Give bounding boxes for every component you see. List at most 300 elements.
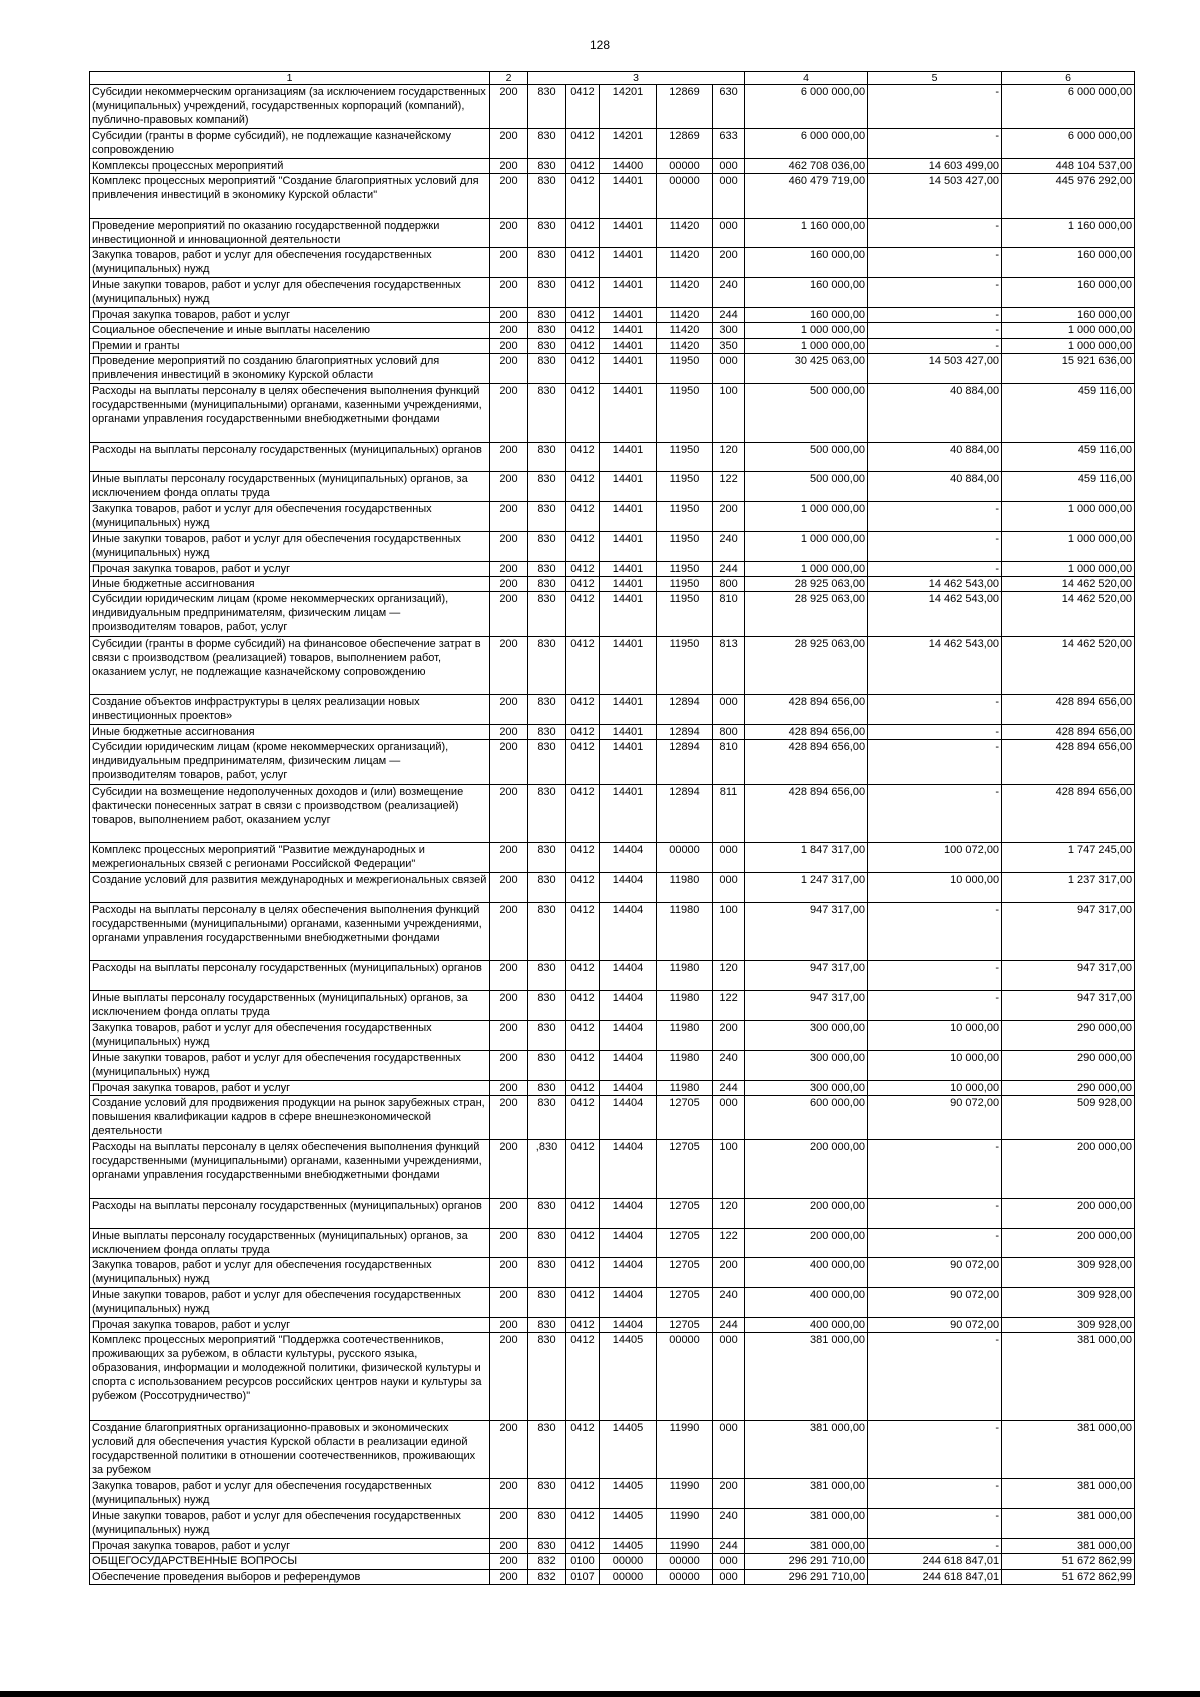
cell-expense-type: 240 [713,531,745,561]
cell-program-code: 14405 [600,1333,657,1420]
cell-admin-code: 200 [490,218,528,248]
cell-ministry-code: 830 [528,561,566,576]
table-row [90,531,1135,561]
cell-expense-type: 000 [713,218,745,248]
table-row [90,1538,1135,1553]
header-col-3: 3 [528,72,745,85]
cell-program-code: 14401 [600,383,657,442]
cell-section-code: 0412 [566,1317,600,1332]
cell-amount-4: 1 000 000,00 [745,561,868,576]
cell-name: Иные бюджетные ассигнования [90,577,490,592]
cell-expense-type: 120 [713,1198,745,1228]
cell-program-code: 14400 [600,158,657,173]
cell-amount-4: 1 000 000,00 [745,338,868,353]
cell-admin-code: 200 [490,725,528,740]
cell-name: Иные закупки товаров, работ и услуг для обеспечения государственных (муниципальных) нужд [90,278,490,308]
table-row [90,1140,1135,1199]
cell-name: Расходы на выплаты персоналу в целях обеспечения выполнения функций государственными (муниципальными) органами, казенными учреждениями, органами управления государственными внебюджетными фондами [90,902,490,961]
cell-direction-code: 11990 [657,1420,713,1479]
cell-amount-4: 160 000,00 [745,278,868,308]
cell-expense-type: 810 [713,592,745,636]
cell-amount-4: 28 925 063,00 [745,592,868,636]
cell-direction-code: 11420 [657,278,713,308]
cell-amount-5: - [868,961,1002,991]
table-row [90,991,1135,1021]
cell-expense-type: 800 [713,577,745,592]
cell-name: Прочая закупка товаров, работ и услуг [90,1538,490,1553]
cell-amount-4: 600 000,00 [745,1096,868,1140]
cell-admin-code: 200 [490,472,528,502]
cell-program-code: 14404 [600,1080,657,1095]
cell-ministry-code: 830 [528,1317,566,1332]
cell-admin-code: 200 [490,531,528,561]
cell-amount-6: 947 317,00 [1002,961,1135,991]
cell-program-code: 00000 [600,1554,657,1569]
cell-expense-type: 200 [713,1021,745,1051]
cell-section-code: 0412 [566,902,600,961]
cell-program-code: 14401 [600,307,657,322]
table-row [90,472,1135,502]
cell-direction-code: 11950 [657,502,713,532]
cell-name: Премии и гранты [90,338,490,353]
cell-amount-4: 428 894 656,00 [745,784,868,843]
cell-amount-6: 1 000 000,00 [1002,561,1135,576]
table-row [90,1420,1135,1479]
cell-admin-code: 200 [490,1021,528,1051]
cell-amount-4: 6 000 000,00 [745,85,868,129]
table-row [90,1258,1135,1288]
cell-expense-type: 240 [713,1509,745,1539]
table-row [90,961,1135,991]
cell-program-code: 14401 [600,531,657,561]
cell-section-code: 0412 [566,740,600,784]
cell-expense-type: 633 [713,129,745,159]
cell-amount-5: - [868,1509,1002,1539]
cell-admin-code: 200 [490,129,528,159]
cell-admin-code: 200 [490,1288,528,1318]
table-row [90,1569,1135,1584]
cell-expense-type: 000 [713,354,745,384]
cell-admin-code: 200 [490,502,528,532]
cell-amount-5: 14 462 543,00 [868,577,1002,592]
cell-expense-type: 244 [713,307,745,322]
cell-direction-code: 11980 [657,1080,713,1095]
cell-amount-5: 14 503 427,00 [868,354,1002,384]
cell-section-code: 0412 [566,695,600,725]
cell-amount-6: 51 672 862,99 [1002,1554,1135,1569]
cell-amount-4: 28 925 063,00 [745,636,868,695]
cell-name: Комплексы процессных мероприятий [90,158,490,173]
cell-direction-code: 11950 [657,531,713,561]
cell-name: Расходы на выплаты персоналу в целях обеспечения выполнения функций государственными (муниципальными) органами, казенными учреждениями, органами управления государственными внебюджетными фондами [90,383,490,442]
table-row [90,1288,1135,1318]
cell-ministry-code: 830 [528,843,566,873]
cell-program-code: 14404 [600,1228,657,1258]
cell-amount-6: 445 976 292,00 [1002,174,1135,218]
cell-name: Создание благоприятных организационно-правовых и экономических условий для обеспечения участия Курской области в реализации единой государственной политики в отношении соотечественников, проживающих за рубежом [90,1420,490,1479]
cell-amount-6: 14 462 520,00 [1002,636,1135,695]
table-row [90,1317,1135,1332]
cell-ministry-code: 830 [528,85,566,129]
cell-direction-code: 12894 [657,784,713,843]
cell-direction-code: 11980 [657,1050,713,1080]
cell-name: Создание объектов инфраструктуры в целях реализации новых инвестиционных проектов» [90,695,490,725]
cell-program-code: 14401 [600,695,657,725]
cell-section-code: 0412 [566,1080,600,1095]
cell-direction-code: 11980 [657,1021,713,1051]
cell-ministry-code: 830 [528,961,566,991]
cell-direction-code: 12705 [657,1317,713,1332]
cell-amount-4: 1 000 000,00 [745,323,868,338]
cell-program-code: 14405 [600,1420,657,1479]
cell-name: Прочая закупка товаров, работ и услуг [90,1317,490,1332]
cell-program-code: 14404 [600,961,657,991]
cell-amount-5: 14 462 543,00 [868,592,1002,636]
cell-direction-code: 11950 [657,442,713,472]
cell-direction-code: 12869 [657,129,713,159]
cell-expense-type: 240 [713,278,745,308]
cell-ministry-code: 830 [528,636,566,695]
cell-amount-5: - [868,1140,1002,1199]
cell-section-code: 0412 [566,218,600,248]
cell-amount-6: 1 000 000,00 [1002,338,1135,353]
cell-amount-5: - [868,991,1002,1021]
cell-program-code: 14401 [600,248,657,278]
cell-amount-6: 459 116,00 [1002,383,1135,442]
cell-program-code: 14404 [600,1050,657,1080]
cell-amount-4: 460 479 719,00 [745,174,868,218]
cell-section-code: 0412 [566,323,600,338]
cell-amount-4: 28 925 063,00 [745,577,868,592]
table-row [90,323,1135,338]
cell-section-code: 0412 [566,307,600,322]
cell-amount-4: 1 160 000,00 [745,218,868,248]
cell-amount-5: 90 072,00 [868,1258,1002,1288]
cell-amount-6: 381 000,00 [1002,1538,1135,1553]
cell-program-code: 14401 [600,354,657,384]
cell-admin-code: 200 [490,383,528,442]
table-row [90,1080,1135,1095]
cell-admin-code: 200 [490,1333,528,1420]
cell-direction-code: 11980 [657,991,713,1021]
cell-amount-4: 400 000,00 [745,1317,868,1332]
cell-amount-6: 290 000,00 [1002,1050,1135,1080]
cell-admin-code: 200 [490,248,528,278]
cell-name: Субсидии некоммерческим организациям (за исключением государственных (муниципальных) учреждений, государственных корпораций (компаний), публично-правовых компаний) [90,85,490,129]
cell-amount-6: 290 000,00 [1002,1080,1135,1095]
cell-ministry-code: 830 [528,1080,566,1095]
cell-program-code: 14404 [600,1288,657,1318]
cell-amount-4: 300 000,00 [745,1021,868,1051]
cell-section-code: 0412 [566,1228,600,1258]
cell-amount-6: 428 894 656,00 [1002,695,1135,725]
cell-program-code: 14404 [600,991,657,1021]
cell-direction-code: 00000 [657,843,713,873]
cell-amount-4: 500 000,00 [745,383,868,442]
cell-name: Иные выплаты персоналу государственных (муниципальных) органов, за исключением фонда оплаты труда [90,991,490,1021]
cell-name: ОБЩЕГОСУДАРСТВЕННЫЕ ВОПРОСЫ [90,1554,490,1569]
cell-program-code: 14401 [600,174,657,218]
cell-direction-code: 11950 [657,577,713,592]
cell-expense-type: 122 [713,991,745,1021]
cell-amount-6: 6 000 000,00 [1002,85,1135,129]
cell-amount-5: - [868,740,1002,784]
cell-direction-code: 12705 [657,1140,713,1199]
cell-expense-type: 000 [713,1554,745,1569]
cell-amount-4: 462 708 036,00 [745,158,868,173]
cell-amount-4: 200 000,00 [745,1198,868,1228]
cell-program-code: 14401 [600,278,657,308]
cell-admin-code: 200 [490,307,528,322]
cell-program-code: 00000 [600,1569,657,1584]
cell-expense-type: 000 [713,1569,745,1584]
cell-section-code: 0412 [566,248,600,278]
table-row [90,158,1135,173]
cell-amount-5: - [868,1479,1002,1509]
cell-name: Закупка товаров, работ и услуг для обеспечения государственных (муниципальных) нужд [90,248,490,278]
cell-amount-4: 200 000,00 [745,1140,868,1199]
cell-program-code: 14404 [600,1258,657,1288]
cell-expense-type: 810 [713,740,745,784]
cell-admin-code: 200 [490,561,528,576]
cell-amount-6: 160 000,00 [1002,248,1135,278]
table-row [90,1021,1135,1051]
cell-amount-5: - [868,502,1002,532]
cell-direction-code: 11990 [657,1509,713,1539]
cell-program-code: 14401 [600,472,657,502]
cell-direction-code: 11950 [657,636,713,695]
cell-amount-6: 509 928,00 [1002,1096,1135,1140]
table-row [90,442,1135,472]
cell-amount-5: 90 072,00 [868,1096,1002,1140]
cell-direction-code: 00000 [657,1569,713,1584]
cell-admin-code: 200 [490,354,528,384]
cell-expense-type: 000 [713,1420,745,1479]
cell-ministry-code: 830 [528,1050,566,1080]
cell-admin-code: 200 [490,1538,528,1553]
cell-program-code: 14401 [600,740,657,784]
cell-admin-code: 200 [490,740,528,784]
cell-amount-6: 1 237 317,00 [1002,873,1135,903]
cell-amount-6: 290 000,00 [1002,1021,1135,1051]
cell-section-code: 0412 [566,383,600,442]
cell-expense-type: 000 [713,873,745,903]
cell-expense-type: 240 [713,1288,745,1318]
cell-name: Расходы на выплаты персоналу государственных (муниципальных) органов [90,442,490,472]
cell-admin-code: 200 [490,636,528,695]
cell-ministry-code: 830 [528,354,566,384]
cell-amount-5: - [868,1198,1002,1228]
cell-section-code: 0100 [566,1554,600,1569]
cell-amount-6: 15 921 636,00 [1002,354,1135,384]
cell-expense-type: 120 [713,961,745,991]
table-header-row [90,72,1135,85]
cell-program-code: 14404 [600,1140,657,1199]
cell-expense-type: 300 [713,323,745,338]
cell-direction-code: 11950 [657,561,713,576]
cell-admin-code: 200 [490,323,528,338]
cell-amount-5: - [868,1538,1002,1553]
cell-ministry-code: 830 [528,725,566,740]
cell-amount-5: 14 462 543,00 [868,636,1002,695]
cell-amount-6: 309 928,00 [1002,1288,1135,1318]
cell-section-code: 0412 [566,784,600,843]
table-row [90,278,1135,308]
cell-direction-code: 11980 [657,902,713,961]
cell-direction-code: 12705 [657,1228,713,1258]
cell-section-code: 0412 [566,1479,600,1509]
cell-name: Проведение мероприятий по оказанию государственной поддержки инвестиционной и инновационной деятельности [90,218,490,248]
cell-name: Субсидии юридическим лицам (кроме некоммерческих организаций), индивидуальным предпринимателям, физическим лицам — производителям товаров, работ, услуг [90,592,490,636]
cell-direction-code: 11420 [657,338,713,353]
cell-amount-6: 1 000 000,00 [1002,323,1135,338]
cell-amount-4: 6 000 000,00 [745,129,868,159]
table-row [90,695,1135,725]
cell-name: Обеспечение проведения выборов и референдумов [90,1569,490,1584]
cell-ministry-code: 830 [528,531,566,561]
cell-admin-code: 200 [490,174,528,218]
cell-section-code: 0412 [566,129,600,159]
cell-amount-5: 90 072,00 [868,1288,1002,1318]
cell-amount-6: 160 000,00 [1002,307,1135,322]
cell-section-code: 0412 [566,338,600,353]
cell-admin-code: 200 [490,1420,528,1479]
cell-ministry-code: 830 [528,323,566,338]
cell-name: Иные закупки товаров, работ и услуг для обеспечения государственных (муниципальных) нужд [90,531,490,561]
cell-section-code: 0412 [566,531,600,561]
cell-admin-code: 200 [490,1198,528,1228]
cell-ministry-code: 830 [528,592,566,636]
cell-amount-6: 428 894 656,00 [1002,784,1135,843]
cell-section-code: 0412 [566,873,600,903]
cell-admin-code: 200 [490,843,528,873]
cell-amount-5: 14 503 427,00 [868,174,1002,218]
cell-amount-6: 14 462 520,00 [1002,592,1135,636]
table-row [90,1333,1135,1420]
cell-ministry-code: 830 [528,784,566,843]
cell-program-code: 14404 [600,1021,657,1051]
cell-admin-code: 200 [490,961,528,991]
cell-amount-5: - [868,561,1002,576]
cell-expense-type: 122 [713,472,745,502]
cell-direction-code: 11980 [657,873,713,903]
cell-direction-code: 11420 [657,307,713,322]
cell-amount-5: - [868,338,1002,353]
cell-section-code: 0412 [566,472,600,502]
cell-section-code: 0412 [566,1021,600,1051]
cell-amount-6: 1 000 000,00 [1002,531,1135,561]
table-row [90,902,1135,961]
cell-amount-4: 296 291 710,00 [745,1554,868,1569]
table-row [90,85,1135,129]
cell-expense-type: 240 [713,1050,745,1080]
cell-program-code: 14404 [600,902,657,961]
cell-section-code: 0412 [566,1096,600,1140]
cell-admin-code: 200 [490,1569,528,1584]
cell-amount-6: 381 000,00 [1002,1420,1135,1479]
cell-program-code: 14405 [600,1509,657,1539]
cell-expense-type: 200 [713,1258,745,1288]
cell-section-code: 0412 [566,843,600,873]
cell-ministry-code: 830 [528,1333,566,1420]
cell-program-code: 14201 [600,129,657,159]
cell-amount-4: 381 000,00 [745,1420,868,1479]
cell-amount-5: - [868,902,1002,961]
cell-program-code: 14401 [600,592,657,636]
cell-section-code: 0412 [566,1258,600,1288]
cell-amount-5: - [868,307,1002,322]
cell-direction-code: 11950 [657,472,713,502]
cell-ministry-code: 830 [528,873,566,903]
cell-direction-code: 12705 [657,1198,713,1228]
cell-name: Закупка товаров, работ и услуг для обеспечения государственных (муниципальных) нужд [90,1479,490,1509]
cell-program-code: 14401 [600,338,657,353]
cell-name: Субсидии на возмещение недополученных доходов и (или) возмещение фактически понесенных затрат в связи с производством (реализацией) товаров, выполнением работ, оказанием услуг [90,784,490,843]
cell-expense-type: 630 [713,85,745,129]
cell-amount-5: 90 072,00 [868,1317,1002,1332]
cell-section-code: 0412 [566,158,600,173]
cell-admin-code: 200 [490,1258,528,1288]
cell-ministry-code: 830 [528,1096,566,1140]
cell-direction-code: 12869 [657,85,713,129]
cell-ministry-code: 830 [528,991,566,1021]
cell-admin-code: 200 [490,695,528,725]
table-row [90,174,1135,218]
cell-program-code: 14401 [600,784,657,843]
cell-section-code: 0412 [566,442,600,472]
cell-amount-6: 947 317,00 [1002,991,1135,1021]
cell-amount-4: 947 317,00 [745,902,868,961]
cell-amount-4: 500 000,00 [745,442,868,472]
cell-admin-code: 200 [490,1050,528,1080]
cell-ministry-code: 830 [528,307,566,322]
cell-program-code: 14401 [600,577,657,592]
cell-amount-6: 428 894 656,00 [1002,725,1135,740]
cell-amount-6: 14 462 520,00 [1002,577,1135,592]
cell-amount-4: 947 317,00 [745,961,868,991]
cell-expense-type: 100 [713,383,745,442]
cell-ministry-code: 830 [528,248,566,278]
cell-amount-4: 500 000,00 [745,472,868,502]
table-row [90,248,1135,278]
cell-amount-6: 1 747 245,00 [1002,843,1135,873]
cell-program-code: 14405 [600,1479,657,1509]
table-row [90,307,1135,322]
cell-ministry-code: 830 [528,502,566,532]
cell-amount-4: 400 000,00 [745,1258,868,1288]
cell-amount-5: - [868,323,1002,338]
table-body [90,72,1135,1585]
header-col-4: 4 [745,72,868,85]
cell-section-code: 0412 [566,636,600,695]
cell-ministry-code: 830 [528,1198,566,1228]
table-row [90,561,1135,576]
cell-amount-4: 400 000,00 [745,1288,868,1318]
cell-expense-type: 000 [713,158,745,173]
cell-amount-5: - [868,1333,1002,1420]
cell-ministry-code: 830 [528,1288,566,1318]
cell-amount-6: 381 000,00 [1002,1333,1135,1420]
cell-expense-type: 244 [713,1317,745,1332]
cell-amount-6: 381 000,00 [1002,1479,1135,1509]
table-row [90,502,1135,532]
table-row [90,383,1135,442]
cell-ministry-code: 830 [528,218,566,248]
cell-expense-type: 122 [713,1228,745,1258]
cell-amount-4: 381 000,00 [745,1538,868,1553]
cell-section-code: 0412 [566,1198,600,1228]
cell-section-code: 0107 [566,1569,600,1584]
